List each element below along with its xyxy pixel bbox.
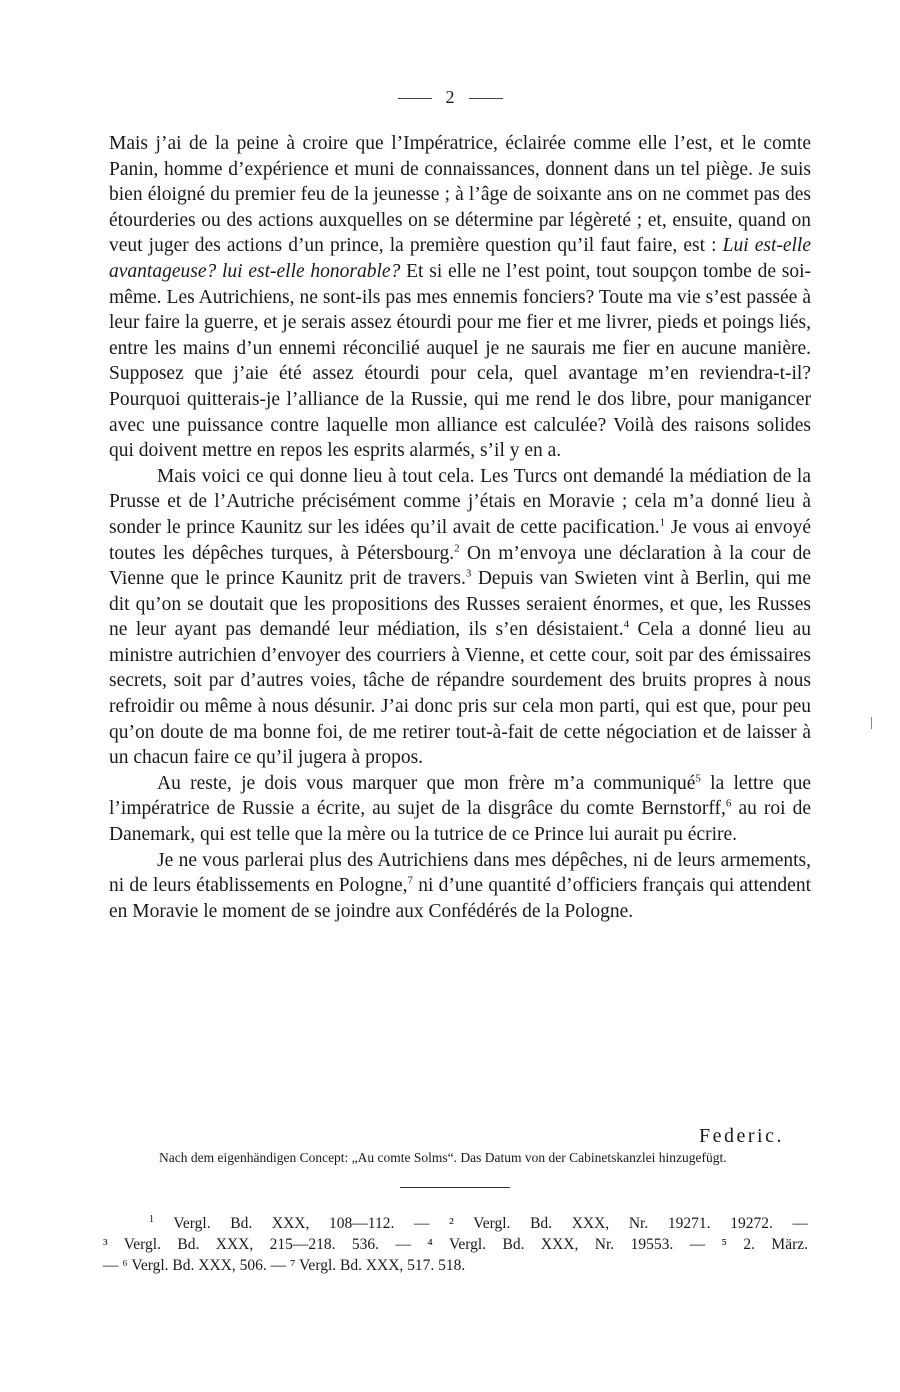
- header-dash-right: [469, 98, 503, 99]
- paragraph-1-text-b: Et si elle ne l’est point, tout soupçon tombe de soi-même. Les Autrichiens, ne sont-ils pas mes ennemis fonciers? Toute ma vie s’est passée à leur faire la guerre, et je serais assez étourdi pour me fier et me livrer, pieds et poings liés, entre les mains d’un ennemi réconcilié auquel je ne saurais me fier en aucune manière. Supposez que j’aie été assez étourdi pour cela, quel avantage m’en reviendra-t-il? Pourquoi quitterais-je l’alliance de la Russie, qui me rend le dos libre, pour manigancer avec une puissance contre laquelle mon alliance est calculée? Voilà des raisons solides qui doivent mettre en repos les esprits alarmés, s’il y en a.: [109, 260, 811, 462]
- footnote-mark-4: 4: [623, 618, 630, 631]
- footnote-mark-6: 6: [725, 797, 732, 810]
- paragraph-1: [109, 131, 811, 464]
- page-number-header: [0, 86, 900, 108]
- scan-mark: [871, 717, 872, 729]
- footnote-mark-3: 3: [465, 567, 472, 580]
- footnote-line-3: — ⁶ Vergl. Bd. XXX, 506. — ⁷ Vergl. Bd. XXX, 517. 518.: [103, 1257, 466, 1274]
- paragraph-3: [109, 771, 811, 848]
- paragraph-2-text-d: Depuis van Swieten vint à Berlin, qui me dit qu’on se doutait que les propositions des Russes seraient énormes, et que, les Russes ne leur ayant pas demandé leur médiation, ils s’en désistaient.: [109, 568, 811, 641]
- footnote-mark-7: 7: [407, 874, 414, 887]
- paragraph-4-text-a: Je ne vous parlerai plus des Autrichiens dans mes dépêches, ni de leurs armements, ni de leurs établissements en Pologne,: [109, 849, 811, 897]
- paragraph-1-italic: Lui est-elle avantageuse? lui est-elle honorable?: [109, 235, 812, 282]
- footnote-line-1-text: Vergl. Bd. XXX, 108—112. — ² Vergl. Bd. XXX, Nr. 19271. 19272. —: [173, 1215, 808, 1232]
- paragraph-3-text-c: au roi de Danemark, qui est telle que la mère ou la tutrice de ce Prince lui aurait pu écrire.: [109, 798, 811, 846]
- footnotes: [103, 1213, 808, 1276]
- source-note: Nach dem eigenhändigen Concept: „Au comte Solms“. Das Datum von der Cabinetskanzlei hinzugefügt.: [159, 1150, 727, 1165]
- paragraph-2-text-e: Cela a donné lieu au ministre autrichien d’envoyer des courriers à Vienne, et cette cour, soit par des émissaires secrets, soit par d’autres voies, tâche de répandre sourdement des bruits propres à nous refroidir ou même à nous désunir. J’ai donc pris sur cela mon parti, qui est que, pour peu qu’on doute de ma bonne foi, de me retirer tout-à-fait de cette négociation et de laisser à un chacun faire ce qu’il jugera à propos.: [109, 619, 811, 769]
- footnote-separator: [400, 1187, 510, 1188]
- paragraph-2-text-c: On m’envoya une déclaration à la cour de Vienne que le prince Kaunitz prit de travers.: [109, 542, 812, 590]
- footnote-line-1: [103, 1213, 808, 1234]
- letter-body: [109, 131, 811, 924]
- paragraph-4: [109, 848, 811, 925]
- page-number: 2: [445, 87, 455, 107]
- footnote-mark-2: 2: [454, 542, 460, 554]
- paragraph-3-text-a: Au reste, je dois vous marquer que mon frère m’a communiqué: [157, 772, 696, 794]
- paragraph-1-text-a: Mais j’ai de la peine à croire que l’Impératrice, éclairée comme elle l’est, et le comte Panin, homme d’expérience et muni de connaissances, donnent dans un tel piège. Je suis bien éloigné du premier feu de la jeunesse ; à l’âge de soixante ans on ne commet pas des étourderies ou des actions auxquelles on se détermine par légèreté ; et, ensuite, quand on veut juger des actions d’un prince, la première question qu’il faut faire, est :: [109, 133, 811, 257]
- paragraph-2: [109, 464, 811, 771]
- paragraph-2-text-a: Mais voici ce qui donne lieu à tout cela. Les Turcs ont demandé la médiation de la Prusse et de l’Autriche précisément comme j’étais en Moravie ; cela m’a donné lieu à sonder le prince Kaunitz sur les idées qu’il avait de cette pacification.: [109, 465, 811, 538]
- footnote-mark-5: 5: [695, 772, 701, 785]
- paragraph-4-text-b: ni d’une quantité d’officiers français qui attendent en Moravie le moment de se joindre aux Confédérés de la Pologne.: [109, 875, 811, 922]
- paragraph-3-text-b: la lettre que l’impératrice de Russie a écrite, au sujet de la disgrâce du comte Bernstorff,: [109, 772, 811, 820]
- footnote-line-2: ³ Vergl. Bd. XXX, 215—218. 536. — ⁴ Vergl. Bd. XXX, Nr. 19553. — ⁵ 2. März.: [103, 1236, 808, 1253]
- footnote-number-1: 1: [149, 1213, 154, 1225]
- footnote-mark-1: 1: [659, 516, 666, 529]
- paragraph-2-text-b: Je vous ai envoyé toutes les dépêches turques, à Pétersbourg.: [109, 516, 811, 564]
- signature: Federic.: [699, 1125, 784, 1147]
- header-dash-left: [398, 98, 432, 99]
